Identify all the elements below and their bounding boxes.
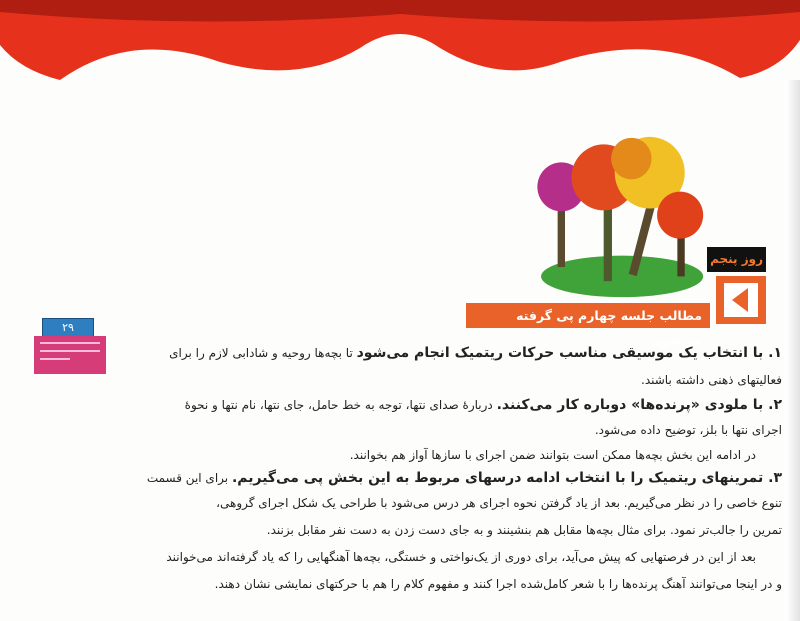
item-text: دربارهٔ صدای نتها، توجه به خط حامل، جای نتها، نام نتها و نحوهٔ [184,398,497,412]
body-text [146,340,782,598]
closing-line-1: بعد از این در فرصتهایی که پیش می‌آید، برای دوری از یک‌نواختی و خستگی، بچه‌ها آهنگهایی را که یاد گرفته‌اند می‌خوانند [166,550,756,564]
item-text: تا بچه‌ها روحیه و شادابی لازم را برای [169,346,357,360]
item-3-cont: تنوع خاصی را در نظر می‌گیریم. بعد از یاد گرفتن نحوه اجرای هر درس می‌شود با طراحی یک شکل اجرای گروهی، [216,496,782,510]
item-2 [184,394,782,417]
closing-line-2: و در اینجا می‌توانند آهنگ پرنده‌ها را با شعر کامل‌شده اجرا کنند و مفهوم کلام را هم با حرکتهای نمایشی نشان دهند. [214,577,782,591]
day-label: روز پنجم [707,247,766,272]
book-tab-label [34,336,106,374]
item-1-cont: فعالیتهای ذهنی داشته باشند. [641,373,782,387]
item-2-note: در ادامه این بخش بچه‌ها ممکن است بتوانند ضمن اجرای با سازها آواز هم بخوانند. [349,448,756,462]
item-heading: ۳. تمرینهای ریتمیک را با انتخاب ادامه درسهای مربوط به این بخش پی می‌گیریم. [231,470,782,486]
item-heading: ۲. با ملودی «پرنده‌ها» دوباره کار می‌کنند. [496,397,782,413]
item-3 [146,467,782,490]
item-heading: ۱. با انتخاب یک موسیقی مناسب حرکات ریتمیک انجام می‌شود [356,345,782,361]
day-marker-icon [716,276,766,324]
item-text: برای این قسمت [146,471,232,485]
page-number: ۲۹ [42,318,94,338]
item-3-cont2: تمرین را جالب‌تر نمود. برای مثال بچه‌ها مقابل هم بنشینند و به جای دست زدن به دست نفر مقابل بزنند. [266,523,782,537]
page-edge [786,80,800,621]
trees-illustration [530,135,705,300]
curtain-decoration [0,0,800,90]
section-banner: مطالب جلسه چهارم پی گرفته می‌شود [466,303,710,328]
item-2-cont: اجرای نتها با بلز، توضیح داده می‌شود. [594,423,782,437]
